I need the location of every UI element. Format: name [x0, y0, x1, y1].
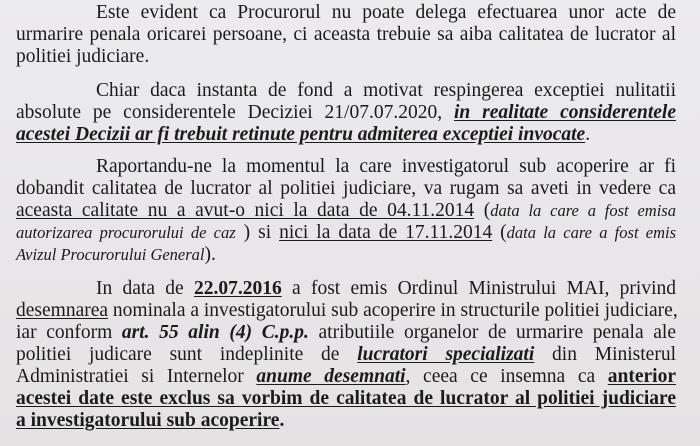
- text: a fost emis Ordinul Ministrului MAI, privind: [281, 278, 676, 299]
- p1-line2: [16, 24, 676, 46]
- text: din Ministerul: [534, 344, 676, 365]
- p3-line5: [16, 244, 676, 266]
- p2-line3: [16, 124, 676, 146]
- text: (: [492, 222, 507, 243]
- text: urmarire penala oricarei persoane, ci aceasta trebuie sa aiba calitatea de lucrator al: [16, 24, 676, 45]
- text: dobandit calitatea de lucrator al politiei judiciare, va rugam sa aveti in vedere ca: [16, 178, 676, 199]
- bold-underlined-text: a investigatorului sub acoperire: [16, 410, 280, 431]
- p4-line7: [16, 410, 676, 432]
- text: politiei judicare sunt indeplinite de: [16, 344, 358, 365]
- text: ) si: [235, 222, 280, 243]
- p4-line1: [96, 278, 676, 300]
- p3-line3: [16, 200, 676, 222]
- text: politiei judiciare.: [16, 46, 150, 67]
- date-emphasis: 22.07.2016: [193, 278, 282, 299]
- p4-line4: [16, 344, 676, 366]
- text: (: [474, 200, 491, 221]
- emphasis-text: in realitate considerentele: [453, 102, 677, 123]
- text: Chiar daca instanta de fond a motivat respingerea exceptiei nulitatii: [96, 80, 676, 101]
- underlined-text: desemnarea: [16, 300, 109, 321]
- text: .: [279, 410, 285, 431]
- text: absolute pe considerentele Deciziei 21/07.07.2020,: [16, 102, 454, 123]
- p3-line4: [16, 222, 676, 244]
- italic-note: data la care a fost emisa: [490, 201, 676, 220]
- text: iar conform: [16, 322, 122, 343]
- italic-note: data la care a fost emis: [506, 223, 676, 242]
- italic-note: Avizul Procurorului General: [16, 245, 205, 264]
- text: ).: [204, 244, 216, 265]
- p4-line6: [16, 388, 676, 410]
- p3-line2: [16, 178, 676, 200]
- bold-underlined-text: anterior: [607, 366, 676, 387]
- emphasis-text: lucratori specializati: [357, 344, 535, 365]
- emphasis-text: anume desemnati: [256, 366, 406, 387]
- p4-line5: [16, 366, 676, 388]
- text: nominala a investigatorului sub acoperire in structurile politiei judiciare,: [108, 300, 678, 321]
- underlined-text: nici la data de 17.11.2014: [279, 222, 493, 243]
- p4-line3: [16, 322, 676, 344]
- text: .: [585, 124, 591, 145]
- text: Raportandu-ne la momentul la care investigatorul sub acoperire ar fi: [96, 156, 676, 177]
- p1-line3: [16, 46, 676, 68]
- text: , ceea ce insemna ca: [405, 366, 608, 387]
- underlined-text: aceasta calitate nu a avut-o nici la data de 04.11.2014: [16, 200, 475, 221]
- text: Este evident ca Procurorul nu poate delega efectuarea unor acte de: [96, 2, 676, 23]
- text: atributiile organelor de urmarire penala ale: [308, 322, 676, 343]
- text: Administratiei si Internelor: [16, 366, 257, 387]
- italic-note: autorizarea procurorului de caz: [16, 223, 236, 242]
- p2-line2: [16, 102, 676, 124]
- legal-reference: art. 55 alin (4) C.p.p.: [121, 322, 309, 343]
- p1-line1: [96, 2, 676, 24]
- bold-underlined-text: acestei date este exclus sa vorbim de calitatea de lucrator al politiei judiciare: [16, 388, 676, 409]
- p3-line1: [96, 156, 676, 178]
- emphasis-text: acestei Decizii ar fi trebuit retinute pentru admiterea exceptiei invocate: [16, 124, 586, 145]
- p4-line2: [16, 300, 676, 322]
- text: In data de: [96, 278, 194, 299]
- p2-line1: [96, 80, 676, 102]
